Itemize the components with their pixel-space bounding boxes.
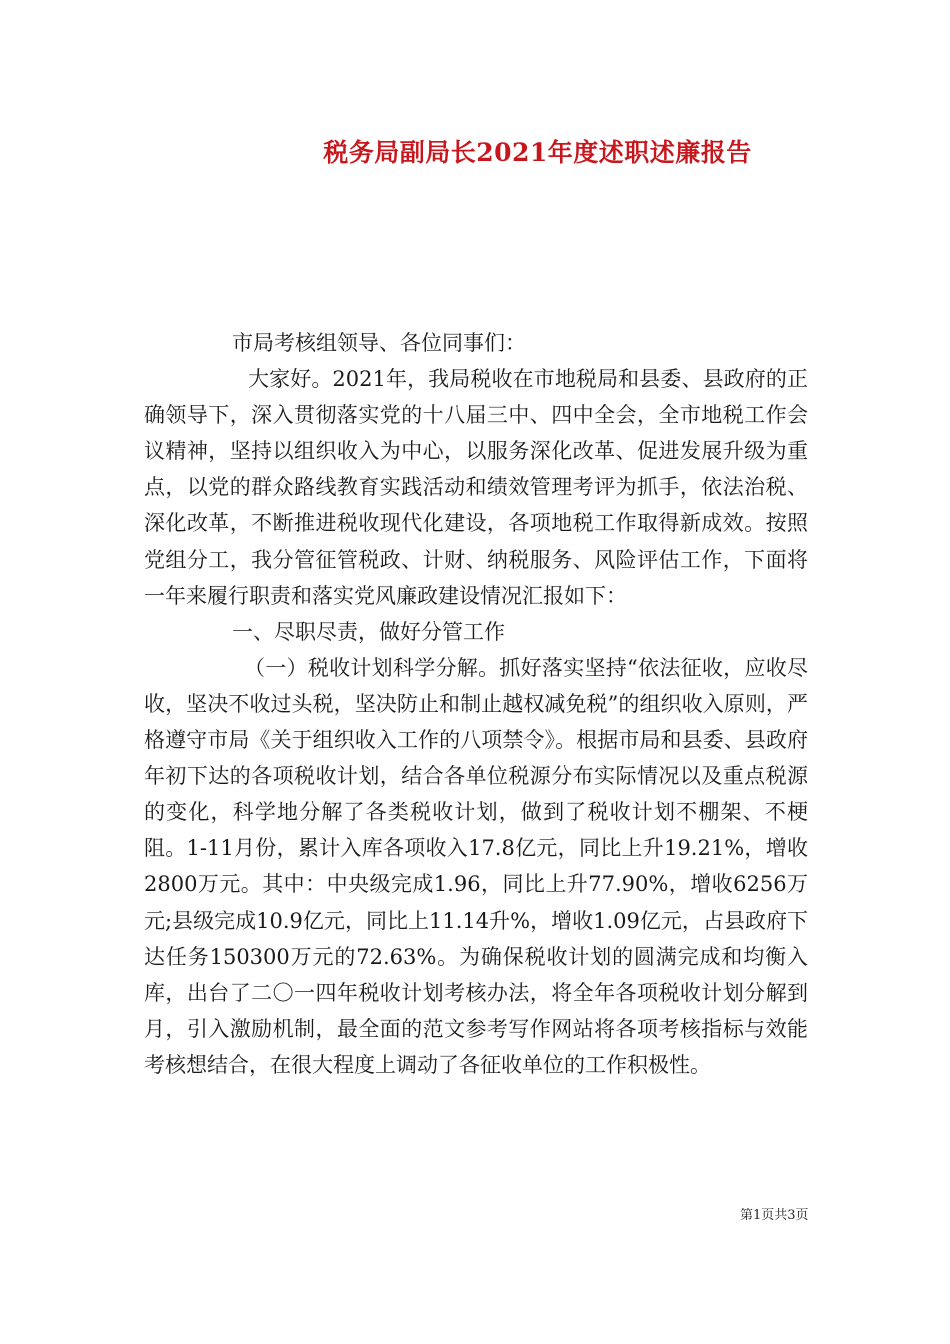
salutation: 市局考核组领导、各位同事们：	[232, 331, 526, 355]
paragraph-intro: 大家好。2021年，我局税收在市地税局和县委、县政府的正确领导下，深入贯彻落实党的十八届三中、四中全会，全市地税工作会议精神，坚持以组织收入为中心，以服务深化改革、促进发展升级为重点，以党的群众路线教育实践活动和绩效管理考评为抓手，依法治税、深化改革，不断推进税收现代化建设，各项地税工作取得新成效。按照党组分工，我分管征管税政、计财、纳税服务、风险评估工作，下面将一年来履行职责和落实党风廉政建设情况汇报如下：	[144, 367, 808, 608]
page-number: 第1页共3页	[740, 1208, 809, 1223]
paragraph-tax-plan: （一）税收计划科学分解。抓好落实坚持“依法征收，应收尽收，坚决不收过头税，坚决防止和制止越权减免税”的组织收入原则，严格遵守市局《关于组织收入工作的八项禁令》。根据市局和县委、县政府年初下达的各项税收计划，结合各单位税源分布实际情况以及重点税源的变化，科学地分解了各类税收计划，做到了税收计划不棚架、不梗阻。1-11月份，累计入库各项收入17.8亿元，同比上升19.21%，增收2800万元。其中：中央级完成1.96，同比上升77.90%，增收6256万元;县级完成10.9亿元，同比上11.14升%，增收1.09亿元，占县政府下达任务150300万元的72.63%。为确保税收计划的圆满完成和均衡入库，出台了二〇一四年税收计划考核办法，将全年各项税收计划分解到月，引入激励机制，最全面的范文参考写作网站将各项考核指标与效能考核想结合，在很大程度上调动了各征收单位的工作积极性。	[144, 655, 808, 1077]
document-body	[144, 325, 808, 1083]
section-heading: 一、尽职尽责，做好分管工作	[232, 619, 505, 644]
document-title: 税务局副局长2021年度述职述廉报告	[323, 138, 752, 167]
